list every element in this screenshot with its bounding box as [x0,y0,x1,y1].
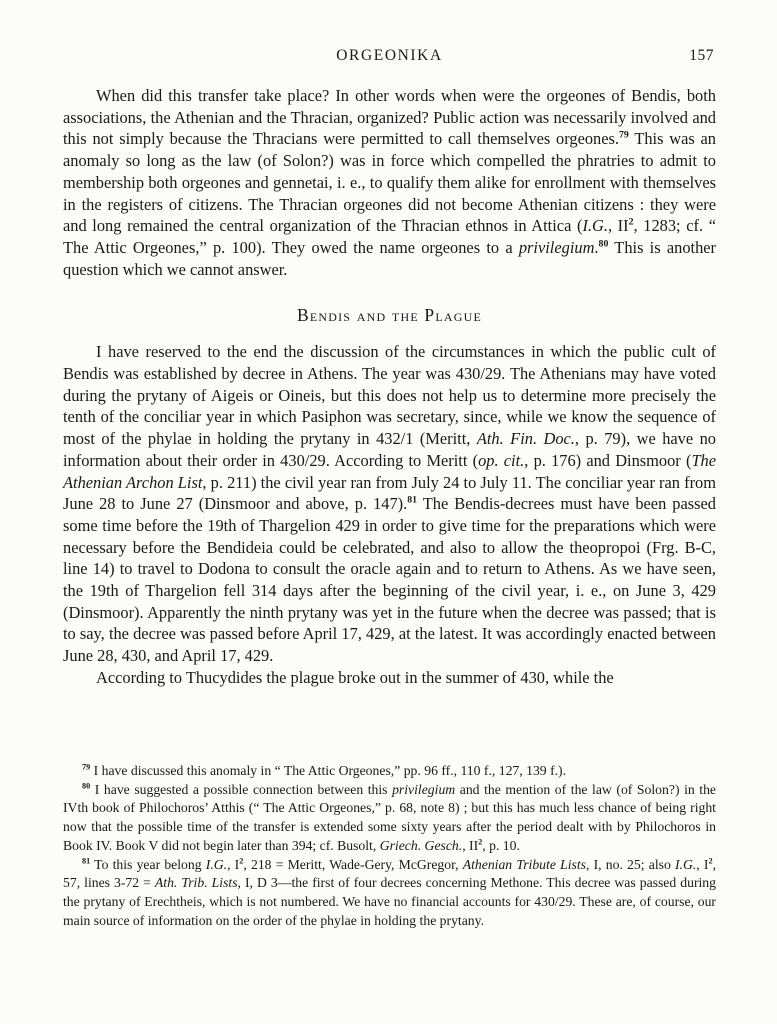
paragraph-thucydides-plague [63,667,716,689]
paragraph-bendis-cult-dating [63,341,716,667]
text-run: This is another question which we cannot answer. [63,237,716,279]
footnotes-section [63,762,716,930]
text-run: To this year belong [90,856,206,872]
italic-text-run: The Athenian Archon List [63,450,717,492]
text-run: When did this transfer take place? In other words when were the orgeones of Bendis, both associations, the Athenian and the Thracian, organized? Public action was necessarily involved and this not simply because the Thracians were permitted to call themselves orgeones. [63,86,716,149]
text-run: , p. 10. [482,837,520,853]
italic-text-run: I.G. [582,216,608,236]
italic-text-run: Ath. Fin. Doc. [476,429,575,449]
italic-text-run: privilegium [392,781,456,797]
running-head-title: ORGEONIKA [336,47,443,64]
text-run: , I [696,856,709,872]
italic-text-run: privilegium [518,237,595,257]
article-body [63,85,716,689]
footnote-marker: 81 [407,494,418,506]
text-run: , I [227,856,240,872]
footnote-marker: 79 [82,762,91,772]
italic-text-run: Athenian Tribute Lists [462,856,586,872]
text-run: This was an anomaly so long as the law (of Solon?) was in force which compelled the phratries to admit to membership both orgeones and gennetai, i. e., to qualify them alike for enrollment with themselves in the registers of citizens. The Thracian orgeones did not become Athenian citizens : they were and long remained the central organization of the Thracian ethnos in Attica ( [63,129,716,236]
italic-text-run: op. cit. [478,450,525,470]
italic-text-run: Griech. Gesch. [379,837,463,853]
footnote-marker: 80 [82,781,91,791]
text-run: , I, no. 25; also [585,856,675,872]
footnote-marker: 2 [708,855,713,865]
footnote-marker: 2 [239,855,244,865]
footnote-marker: 79 [619,129,629,141]
text-run: , 218 = Meritt, Wade-Gery, McGregor, [243,856,463,872]
text-run: According to Thucydides the plague broke out in the summer of 430, while the [96,667,614,687]
italic-text-run: I.G. [205,856,228,872]
text-run: I have reserved to the end the discussion of the circumstances in which the public cult of Bendis was established by decree in Athens. The year was 430/29. The Athenians may have voted during the prytany of Aigeis or Oineis, but this does not help us to determine more precisely the tenth of the conciliar year in which Pasiphon was secretary, since, while we know the sequence of most of the phylae in holding the prytany in 432/1 (Meritt, [63,342,716,449]
text-run: , p. 211) the civil year ran from July 24 to July 11. The conciliar year ran from June 28 to June 27 (Dinsmoor and above, p. 147). [63,472,716,514]
italic-text-run: Ath. Trib. Lists [154,875,238,891]
text-run: The Bendis-decrees must have been passed some time before the 19th of Thargelion 429 in order to give time for the preparations which were necessary before the Bendideia could be celebrated, and also to allow the theopropoi (Frg. B-C, line 14) to travel to Dodona to consult the oracle again and to return to Athens. As we have seen, the 19th of Thargelion fell 314 days after the beginning of the civil year, i. e., on June 3, 429 (Dinsmoor). Apparently the ninth prytany was yet in the future when the decree was passed; that is to say, the decree was passed before April 17, 429, at the latest. It was accordingly enacted between June 28, 430, and April 17, 429. [63,494,716,666]
text-run: , 57, lines 3-72 = [63,856,716,891]
footnote-marker: 2 [628,216,634,228]
footnote-marker: 80 [598,238,609,250]
running-header [63,47,716,65]
text-run: , II [607,216,629,236]
footnote-79 [63,762,716,781]
text-run: Bendis and the Plague [296,305,483,326]
footnote-marker: 81 [82,855,91,865]
text-run: , p. 79), we have no information about their order in 430/29. According to Meritt ( [63,429,716,470]
text-run: and the mention of the law (of Solon?) in the IVth book of Philochoros’ Atthis (“ The Attic Orgeones,” p. 68, note 8) ; but this has much less chance of being right now that the possible time of the transfer is extended some sixty years after the period dealt with by Philochoros in Book IV. Book V did not begin later than 394; cf. Busolt, [63,781,716,853]
text-run: . [594,237,599,257]
section-heading-bendis-and-the-plague [63,305,716,326]
paragraph-transfer-question [63,85,716,280]
footnote-81 [63,856,716,931]
italic-text-run: I.G. [674,856,697,872]
text-run: I have discussed this anomaly in “ The Attic Orgeones,” pp. 96 ff., 110 f., 127, 139 f.). [90,763,567,778]
text-run: , II [462,837,479,853]
text-run: , 1283; cf. “ The Attic Orgeones,” p. 100). They owed the name orgeones to a [63,216,716,257]
page-number: 157 [689,47,714,64]
footnote-marker: 2 [478,837,483,847]
text-run: , I, D 3—the first of four decrees concerning Methone. This decree was passed during the prytany of Erechtheis, which is not numbered. We have no financial accounts for 430/29. These are, of course, our main source of information on the order of the phylae in holding the prytany. [63,875,716,928]
text-run: I have suggested a possible connection between this [90,781,393,797]
footnote-80 [63,781,716,856]
text-run: , p. 176) and Dinsmoor ( [524,450,692,470]
